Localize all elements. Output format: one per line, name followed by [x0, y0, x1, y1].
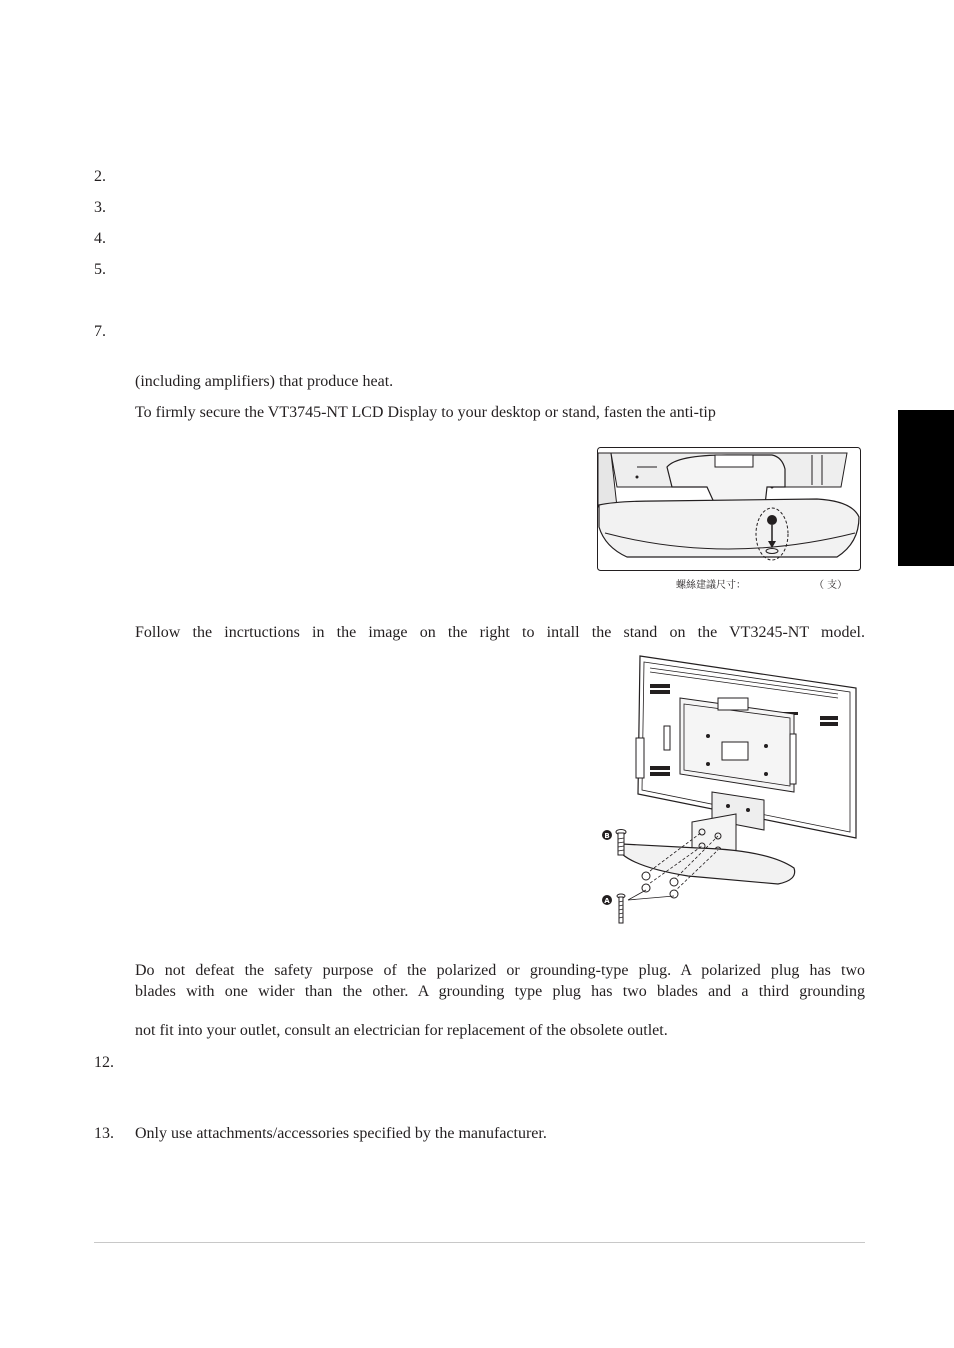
stand-install-figure: [598, 654, 862, 926]
list-number-12: 12.: [94, 1054, 114, 1071]
list-number-3: 3.: [94, 199, 106, 216]
stand-screw-illustration: [597, 447, 861, 571]
attachments-text: Only use attachments/accessories specified by the manufacturer.: [135, 1125, 547, 1142]
screw-b-label: B: [604, 832, 610, 840]
list-number-13: 13.: [94, 1125, 114, 1142]
list-number-7: 7.: [94, 323, 106, 340]
polarized-plug-line-3: not fit into your outlet, consult an electrician for replacement of the obsolete outlet.: [135, 1022, 668, 1039]
polarized-plug-line-1: Do not defeat the safety purpose of the polarized or grounding-type plug. A polarized plug has two: [135, 962, 865, 979]
monitor-back-illustration: [598, 654, 862, 926]
list-number-2: 2.: [94, 168, 106, 185]
heat-sources-text: (including amplifiers) that produce heat.: [135, 373, 394, 390]
anti-tip-instruction: To firmly secure the VT3745-NT LCD Display to your desktop or stand, fasten the anti-tip: [135, 404, 716, 421]
footer-rule: [94, 1242, 865, 1243]
screw-size-caption: 螺絲建議尺寸：: [676, 580, 746, 591]
stand-install-instruction: Follow the incrtuctions in the image on the right to intall the stand on the VT3245-NT model.: [135, 624, 865, 641]
polarized-plug-line-2: blades with one wider than the other. A grounding type plug has two blades and a third grounding: [135, 983, 865, 1000]
list-number-4: 4.: [94, 230, 106, 247]
list-number-5: 5.: [94, 261, 106, 278]
anti-tip-screw-figure: [597, 447, 861, 571]
screw-quantity-caption: （ 支）: [814, 580, 848, 591]
screw-a-label: A: [604, 897, 610, 905]
chapter-tab: [898, 410, 954, 566]
